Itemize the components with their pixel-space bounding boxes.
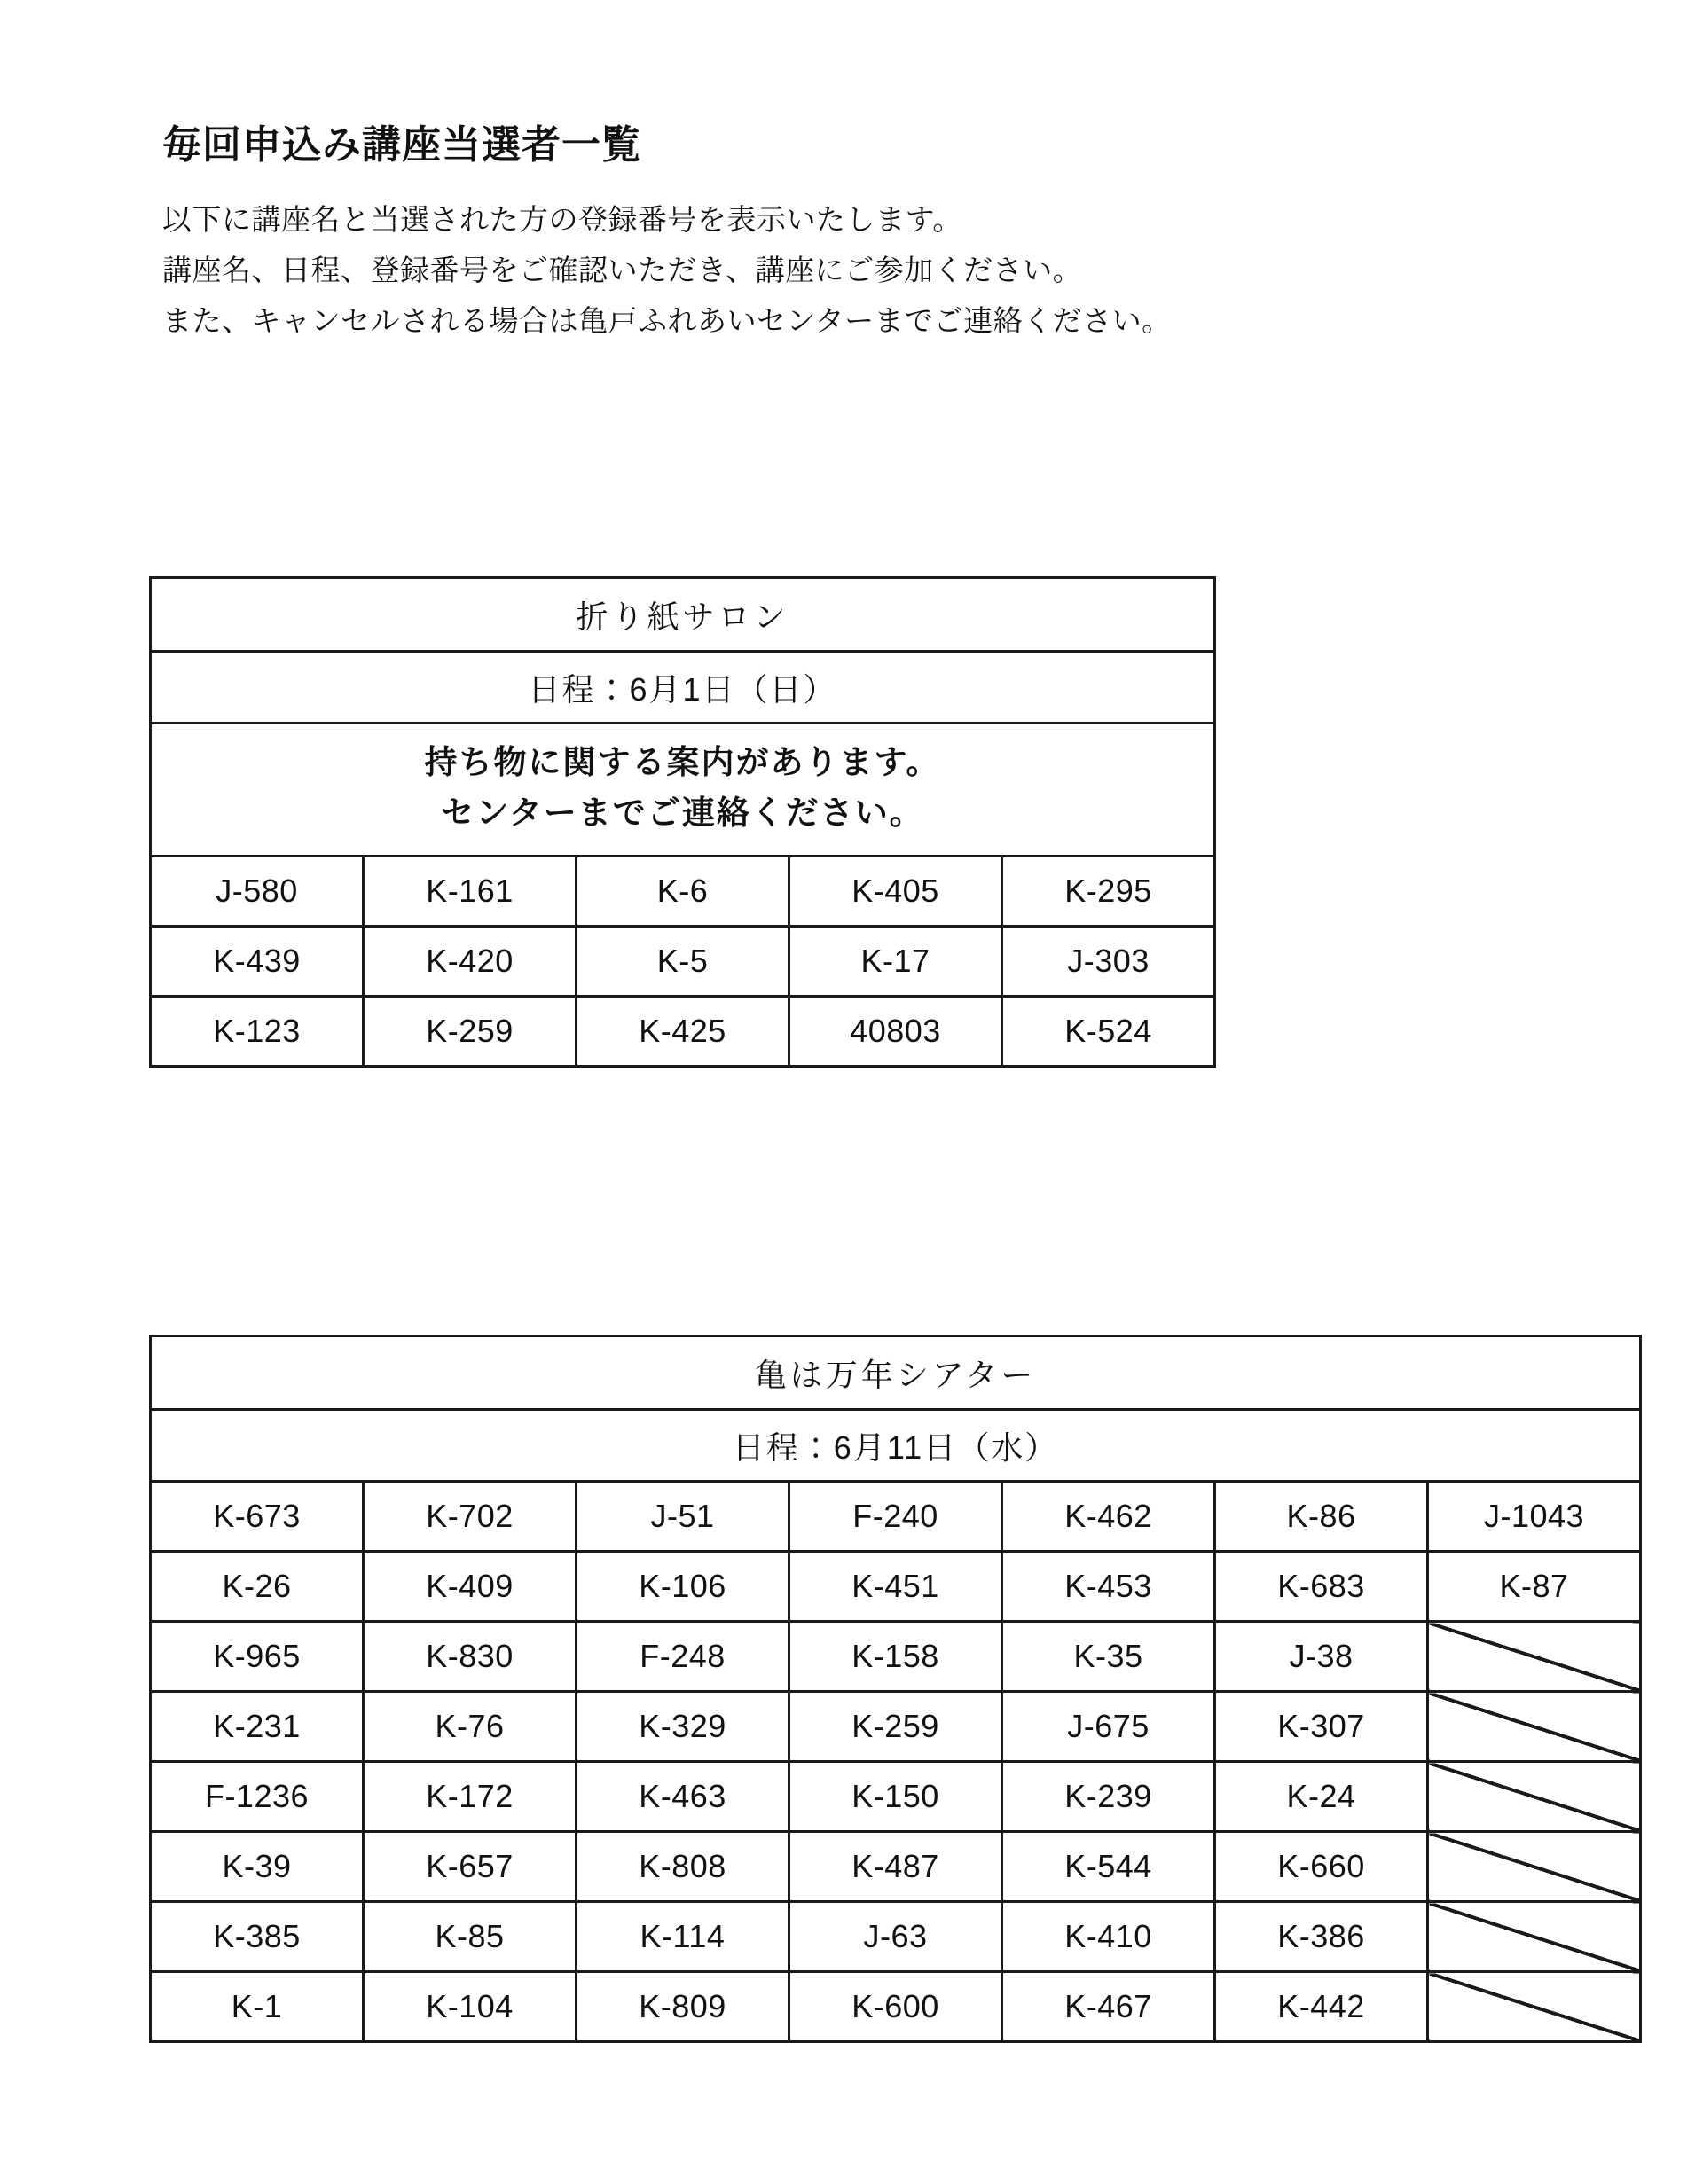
empty-slashed-cell [1428, 1832, 1641, 1902]
registration-number-cell: K-17 [789, 926, 1002, 996]
table-row [151, 1552, 1641, 1622]
table-row [151, 1762, 1641, 1832]
registration-number-cell: K-386 [1215, 1902, 1428, 1972]
course-table-theater [149, 1335, 1642, 2043]
registration-number-cell: K-808 [577, 1832, 789, 1902]
registration-number-cell: K-409 [364, 1552, 577, 1622]
intro-line-1: 以下に講座名と当選された方の登録番号を表示いたします。 [162, 203, 962, 236]
registration-number-cell: J-303 [1002, 926, 1215, 996]
empty-slashed-cell [1428, 1762, 1641, 1832]
registration-number-cell: K-172 [364, 1762, 577, 1832]
registration-number-cell: K-39 [151, 1832, 364, 1902]
table-row [151, 996, 1215, 1066]
course-table-theater-body [151, 1336, 1641, 2042]
registration-number-cell: K-259 [789, 1692, 1002, 1762]
table-row [151, 1622, 1641, 1692]
registration-number-cell: K-307 [1215, 1692, 1428, 1762]
registration-number-cell: K-329 [577, 1692, 789, 1762]
registration-number-cell: K-463 [577, 1762, 789, 1832]
registration-number-cell: K-385 [151, 1902, 364, 1972]
course-date-row [151, 1410, 1641, 1482]
registration-number-cell: K-123 [151, 996, 364, 1066]
registration-number-cell: K-6 [577, 856, 789, 926]
registration-number-cell: K-462 [1002, 1482, 1215, 1552]
course-name: 亀は万年シアター [151, 1336, 1641, 1410]
registration-number-cell: K-702 [364, 1482, 577, 1552]
registration-number-cell: K-467 [1002, 1972, 1215, 2042]
table-row [151, 926, 1215, 996]
course-name-row [151, 1336, 1641, 1410]
registration-number-cell: K-544 [1002, 1832, 1215, 1902]
course-notice-row [151, 724, 1215, 857]
registration-number-cell: K-104 [364, 1972, 577, 2042]
course-notice-line: センターまでご連絡ください。 [441, 795, 924, 832]
registration-number-cell: K-453 [1002, 1552, 1215, 1622]
registration-number-cell: K-442 [1215, 1972, 1428, 2042]
intro-line-3: また、キャンセルされる場合は亀戸ふれあいセンターまでご連絡ください。 [162, 303, 1172, 337]
registration-number-cell: F-248 [577, 1622, 789, 1692]
registration-number-cell: K-1 [151, 1972, 364, 2042]
registration-number-cell: K-158 [789, 1622, 1002, 1692]
registration-number-cell: K-809 [577, 1972, 789, 2042]
course-name: 折り紙サロン [151, 578, 1215, 652]
registration-number-cell: K-830 [364, 1622, 577, 1692]
empty-slashed-cell [1428, 1972, 1641, 2042]
registration-number-cell: K-439 [151, 926, 364, 996]
registration-number-cell: K-76 [364, 1692, 577, 1762]
registration-number-cell: K-259 [364, 996, 577, 1066]
registration-number-cell: K-5 [577, 926, 789, 996]
registration-number-cell: K-683 [1215, 1552, 1428, 1622]
registration-number-cell: K-87 [1428, 1552, 1641, 1622]
registration-number-cell: J-675 [1002, 1692, 1215, 1762]
registration-number-cell: J-38 [1215, 1622, 1428, 1692]
registration-number-cell: K-451 [789, 1552, 1002, 1622]
table-row [151, 1482, 1641, 1552]
registration-number-cell: K-295 [1002, 856, 1215, 926]
registration-number-cell: K-524 [1002, 996, 1215, 1066]
registration-number-cell: 40803 [789, 996, 1002, 1066]
registration-number-cell: K-600 [789, 1972, 1002, 2042]
registration-number-cell: K-673 [151, 1482, 364, 1552]
table-row [151, 1972, 1641, 2042]
registration-number-cell: K-106 [577, 1552, 789, 1622]
registration-number-cell: K-86 [1215, 1482, 1428, 1552]
table-row [151, 1902, 1641, 1972]
registration-number-cell: F-1236 [151, 1762, 364, 1832]
registration-number-cell: K-657 [364, 1832, 577, 1902]
registration-number-cell: K-150 [789, 1762, 1002, 1832]
course-date: 日程：6月11日（水） [151, 1410, 1641, 1482]
table-row [151, 1832, 1641, 1902]
empty-slashed-cell [1428, 1692, 1641, 1762]
registration-number-cell: K-405 [789, 856, 1002, 926]
registration-number-cell: J-63 [789, 1902, 1002, 1972]
registration-number-cell: K-26 [151, 1552, 364, 1622]
registration-number-cell: K-85 [364, 1902, 577, 1972]
course-table-origami-body [151, 578, 1215, 1067]
registration-number-cell: K-231 [151, 1692, 364, 1762]
page-title: 毎回申込み講座当選者一覧 [162, 123, 641, 168]
empty-slashed-cell [1428, 1902, 1641, 1972]
course-notice [151, 724, 1215, 857]
intro-line-2: 講座名、日程、登録番号をご確認いただき、講座にご参加ください。 [162, 253, 1083, 286]
course-notice-line: 持ち物に関する案内があります。 [424, 744, 941, 780]
course-date: 日程：6月1日（日） [151, 652, 1215, 724]
course-date-row [151, 652, 1215, 724]
table-row [151, 856, 1215, 926]
intro-paragraph [162, 195, 1172, 346]
registration-number-cell: J-580 [151, 856, 364, 926]
empty-slashed-cell [1428, 1622, 1641, 1692]
registration-number-cell: K-114 [577, 1902, 789, 1972]
course-table-origami [149, 576, 1216, 1068]
table-row [151, 1692, 1641, 1762]
registration-number-cell: K-660 [1215, 1832, 1428, 1902]
registration-number-cell: K-161 [364, 856, 577, 926]
registration-number-cell: K-965 [151, 1622, 364, 1692]
registration-number-cell: J-1043 [1428, 1482, 1641, 1552]
registration-number-cell: F-240 [789, 1482, 1002, 1552]
registration-number-cell: K-24 [1215, 1762, 1428, 1832]
registration-number-cell: K-239 [1002, 1762, 1215, 1832]
registration-number-cell: K-35 [1002, 1622, 1215, 1692]
registration-number-cell: K-410 [1002, 1902, 1215, 1972]
registration-number-cell: K-487 [789, 1832, 1002, 1902]
registration-number-cell: K-425 [577, 996, 789, 1066]
course-name-row [151, 578, 1215, 652]
registration-number-cell: J-51 [577, 1482, 789, 1552]
registration-number-cell: K-420 [364, 926, 577, 996]
